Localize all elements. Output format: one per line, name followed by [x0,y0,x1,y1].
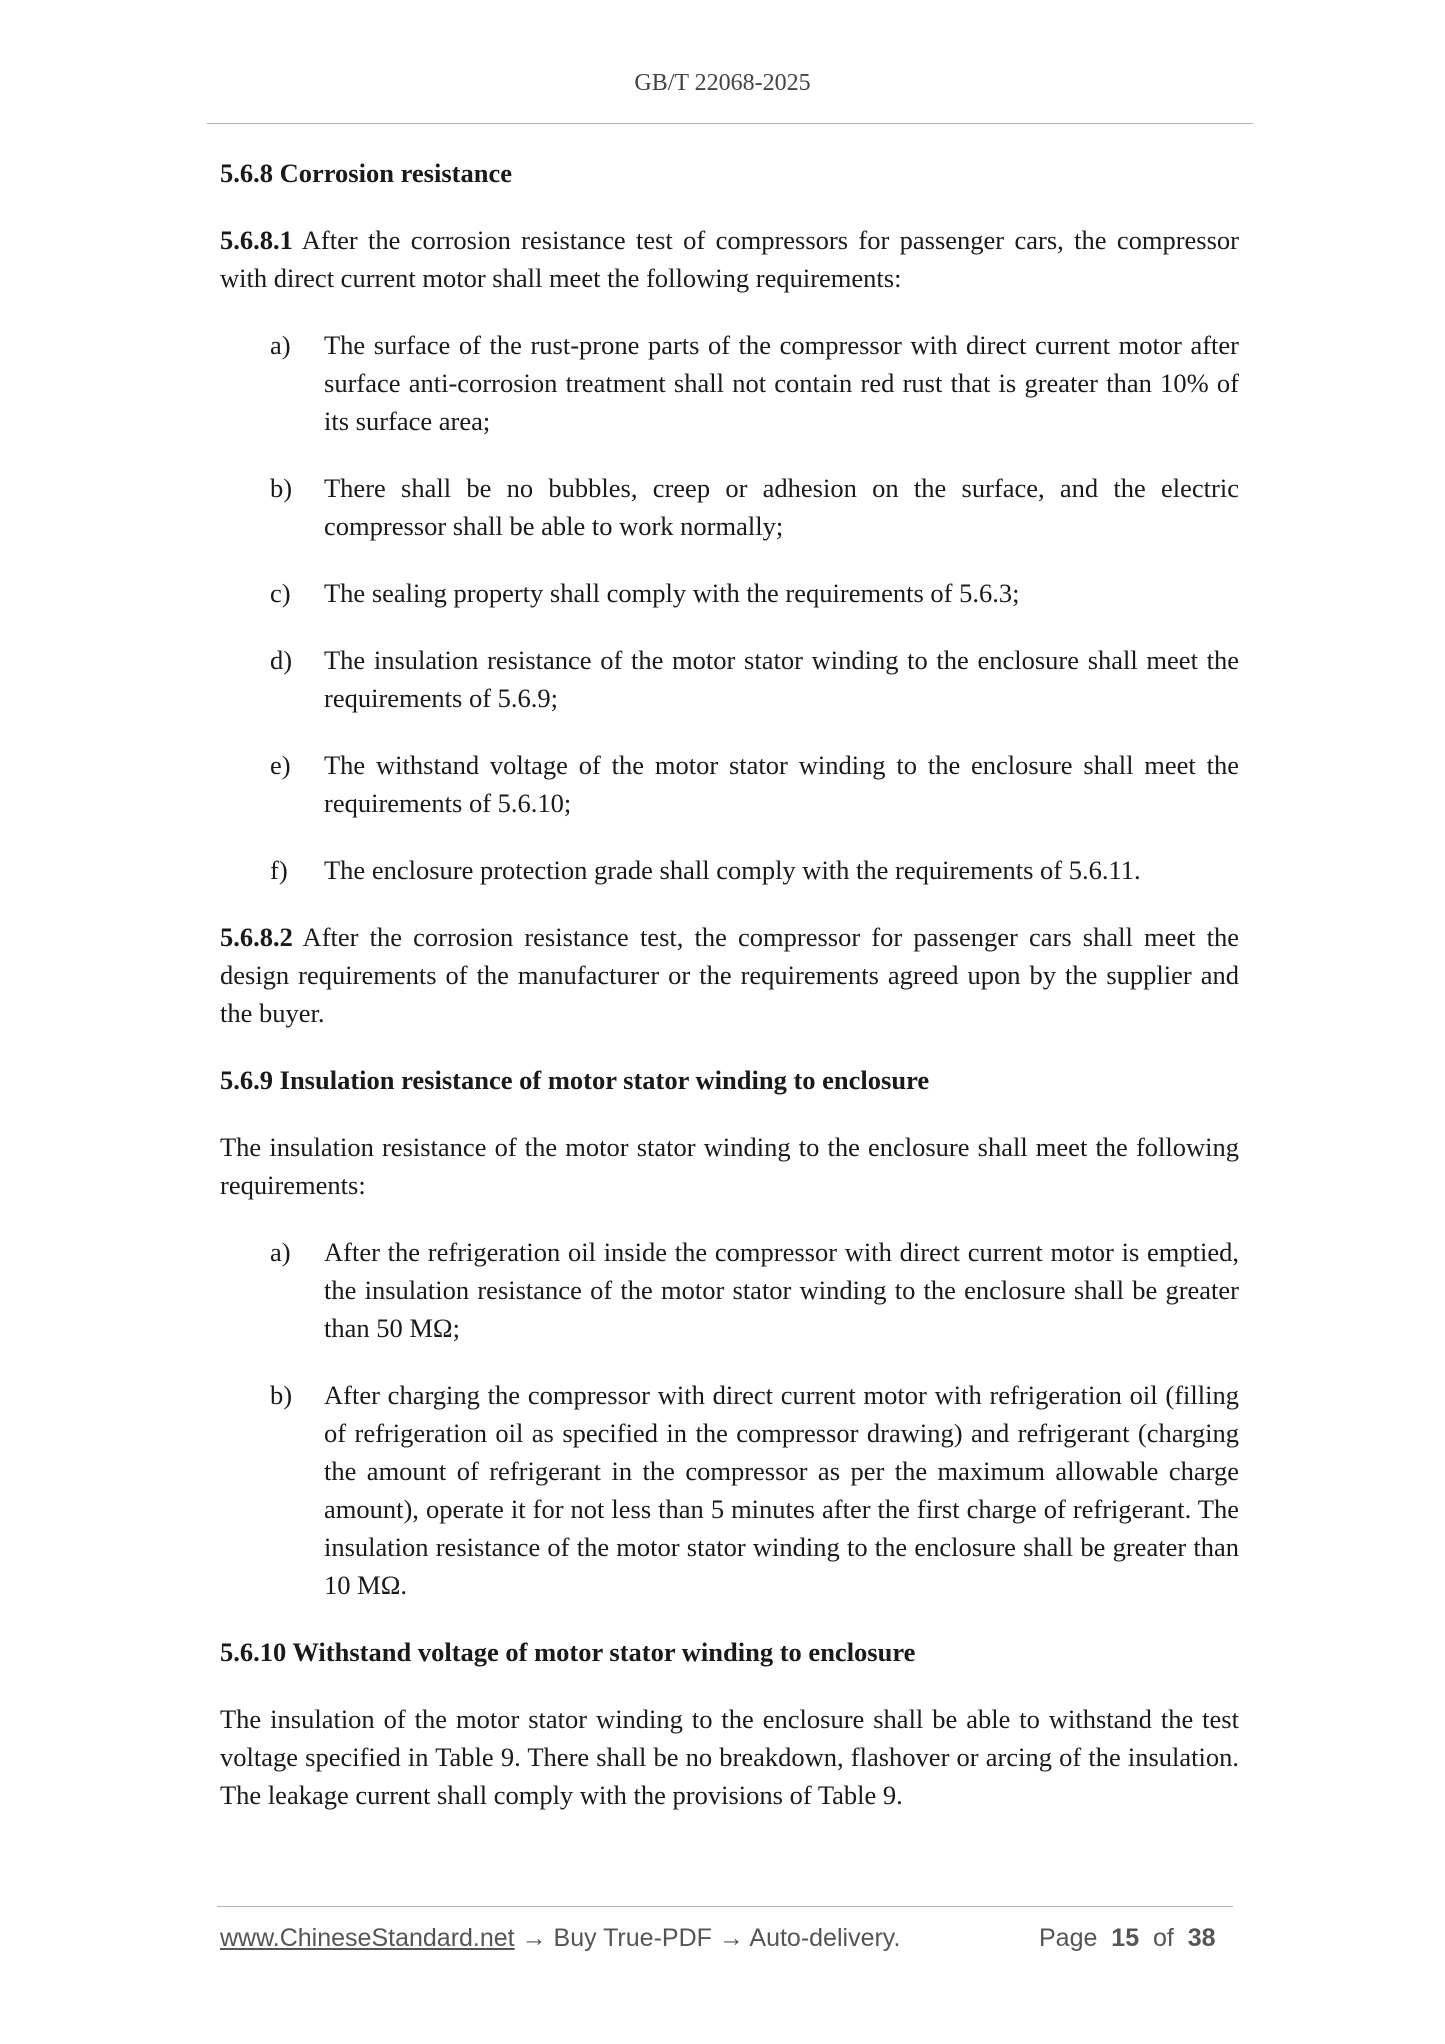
list-item [220,326,1239,440]
clause-text: After the corrosion resistance test of compressors for passenger cars, the compressor with direct current motor shall meet the following requirements: [220,225,1239,293]
section-intro-5-6-9: The insulation resistance of the motor stator winding to the enclosure shall meet the following requirements: [220,1132,1239,1200]
list-item-text: After charging the compressor with direct current motor with refrigeration oil (filling of refrigeration oil as specified in the compressor drawing) and refrigerant (charging the amount of refrigerant in the compressor as per the maximum allowable charge amount), operate it for not less than 5 minutes after the first charge of refrigerant. The insulation resistance of the motor stator winding to the enclosure shall be greater than 10 MΩ. [324,1380,1239,1600]
list-item [220,1233,1239,1347]
footer-tagline: → Buy True-PDF → Auto-delivery. [514,1924,901,1952]
list-marker: d) [270,645,293,675]
requirements-list-5-6-8-1 [220,326,1239,889]
list-item [220,641,1239,717]
section-heading-5-6-8: 5.6.8 Corrosion resistance [220,158,512,188]
list-item-text: The surface of the rust-prone parts of the compressor with direct current motor after surface anti-corrosion treatment shall not contain red rust that is greater than 10% of its surface area; [324,330,1239,436]
current-page-number: 15 [1111,1924,1140,1952]
requirements-list-5-6-9 [220,1233,1239,1604]
running-header: GB/T 22068-2025 [634,70,811,96]
footer-promo [220,1924,900,1953]
list-item-text: After the refrigeration oil inside the compressor with direct current motor is emptied, the insulation resistance of the motor stator winding to the enclosure shall be greater than 50 MΩ; [324,1237,1239,1343]
list-marker: e) [270,750,291,780]
page-label: Page [1039,1924,1098,1952]
website-link[interactable]: www.ChineseStandard.net [220,1924,515,1952]
total-pages-number: 38 [1187,1924,1216,1952]
clause-5-6-8-1 [220,221,1239,297]
section-heading-5-6-9: 5.6.9 Insulation resistance of motor stator winding to enclosure [220,1065,930,1095]
clause-text: After the corrosion resistance test, the compressor for passenger cars shall meet the design requirements of the manufacturer or the requirements agreed upon by the supplier and the buyer. [220,922,1239,1028]
list-item-text: The sealing property shall comply with the requirements of 5.6.3; [324,578,1020,608]
list-marker: b) [270,473,293,503]
document-body [220,154,1239,1843]
section-text-5-6-10: The insulation of the motor stator winding to the enclosure shall be able to withstand the test voltage specified in Table 9. There shall be no breakdown, flashover or arcing of the insulation. The leakage current shall comply with the provisions of Table 9. [220,1704,1239,1810]
section-heading-5-6-10: 5.6.10 Withstand voltage of motor stator winding to enclosure [220,1637,916,1667]
clause-number: 5.6.8.2 [220,922,293,952]
list-item [220,1376,1239,1604]
list-item [220,469,1239,545]
list-marker: c) [270,578,291,608]
list-marker: a) [270,330,291,360]
list-item-text: The enclosure protection grade shall comply with the requirements of 5.6.11. [324,855,1141,885]
list-item [220,851,1239,889]
footer-divider [217,1906,1233,1907]
list-item-text: There shall be no bubbles, creep or adhesion on the surface, and the electric compressor shall be able to work normally; [324,473,1239,541]
page-indicator [1039,1924,1216,1953]
list-marker: a) [270,1237,291,1267]
list-marker: b) [270,1380,293,1410]
of-label: of [1153,1924,1174,1952]
list-item [220,574,1239,612]
clause-5-6-8-2 [220,918,1239,1032]
list-marker: f) [270,855,288,885]
clause-number: 5.6.8.1 [220,225,293,255]
list-item-text: The insulation resistance of the motor stator winding to the enclosure shall meet the requirements of 5.6.9; [324,645,1239,713]
header-divider [207,123,1253,124]
list-item [220,746,1239,822]
list-item-text: The withstand voltage of the motor stator winding to the enclosure shall meet the requirements of 5.6.10; [324,750,1239,818]
